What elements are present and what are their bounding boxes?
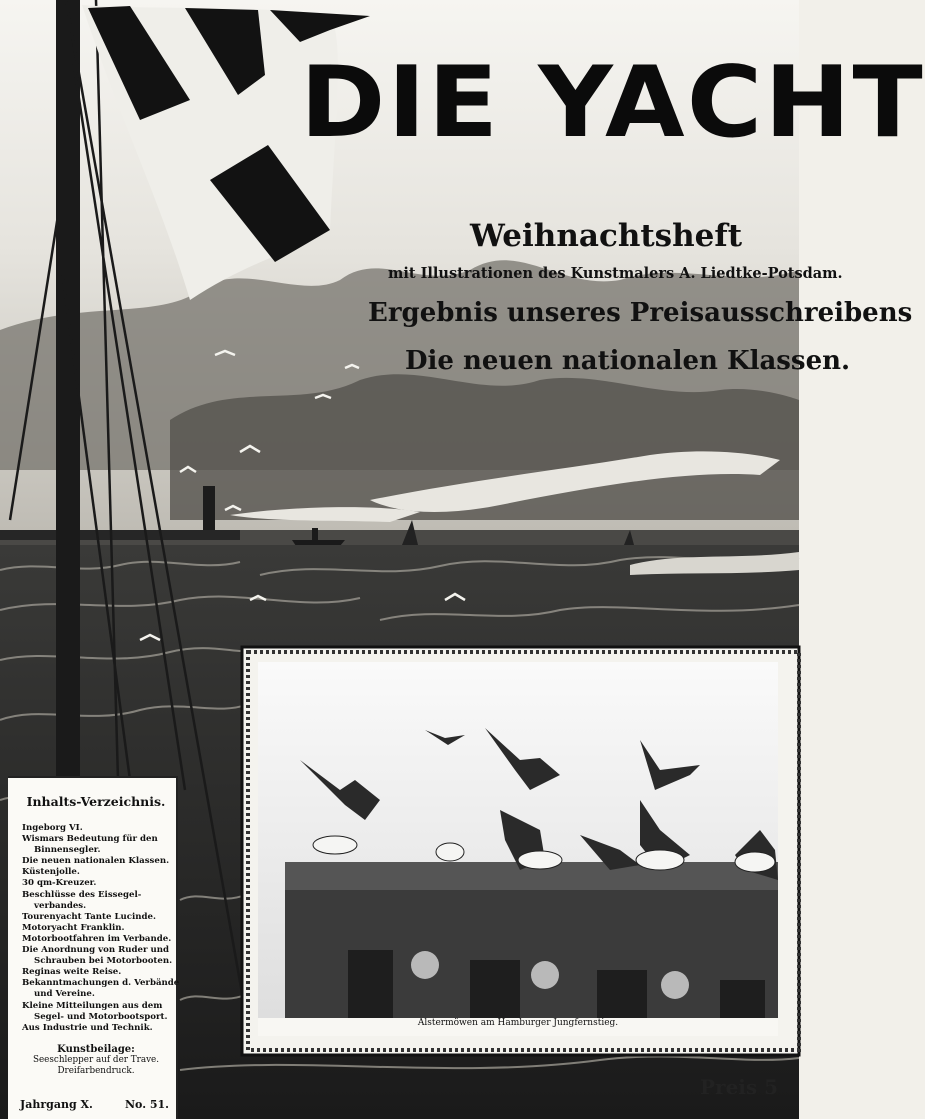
toc-item: Beschlüsse des Eissegel- (22, 889, 142, 900)
toc-item: verbandes. (34, 900, 87, 911)
toc-item: Tourenyacht Tante Lucinde. (22, 911, 156, 922)
toc-item: und Vereine. (34, 989, 95, 1000)
toc-item: Die Anordnung von Ruder und (22, 945, 169, 956)
toc-item: Segel- und Motorbootsport. (34, 1011, 168, 1022)
toc-item: Motorbootfahren im Verbande. (22, 933, 172, 944)
illustrations-line: mit Illustrationen des Kunstmalers A. Liedtke-Potsdam. (388, 265, 843, 282)
result-line: Ergebnis unseres Preisausschreibens (368, 298, 913, 328)
table-of-contents (8, 776, 178, 1119)
classes-line: Die neuen nationalen Klassen. (405, 346, 851, 376)
pier (0, 530, 240, 540)
toc-item: Aus Industrie und Technik. (22, 1022, 153, 1033)
toc-item: Schrauben bei Motorbooten. (34, 956, 173, 967)
photo-caption: Alstermöwen am Hamburger Jungfernstieg. (258, 1018, 778, 1036)
toc-item: Motoryacht Franklin. (22, 922, 125, 933)
headline: Weihnachtsheft (470, 218, 743, 254)
kunstbeilage-line: Dreifarbendruck. (57, 1065, 135, 1076)
kunstbeilage-title: Kunstbeilage: (57, 1043, 135, 1055)
toc-item: Ingeborg VI. (22, 823, 83, 833)
toc-item: Binnensegler. (34, 845, 101, 856)
issue-footer (20, 1098, 170, 1111)
toc-item: Reginas weite Reise. (22, 967, 122, 978)
toc-item: Küstenjolle. (22, 867, 80, 878)
toc-item: Bekanntmachungen d. Verbände (22, 978, 180, 989)
toc-item: Die neuen nationalen Klassen. (22, 856, 170, 867)
toc-list (22, 823, 180, 1034)
masthead-title: DIE YACHT (300, 46, 925, 160)
toc-item: 30 qm-Kreuzer. (22, 878, 97, 889)
toc-item: Wismars Bedeutung für den (22, 834, 158, 845)
price-fragment: Preis 5 (700, 1075, 779, 1099)
kunstbeilage-line: Seeschlepper auf der Trave. (32, 1054, 160, 1065)
lighthouse (203, 486, 215, 530)
mast (56, 0, 80, 790)
volume-label: Jahrgang X. (20, 1098, 93, 1111)
toc-item: Kleine Mitteilungen aus dem (22, 1000, 163, 1011)
toc-title: Inhalts-Verzeichnis. (26, 794, 166, 809)
issue-number: No. 51. (125, 1098, 169, 1111)
